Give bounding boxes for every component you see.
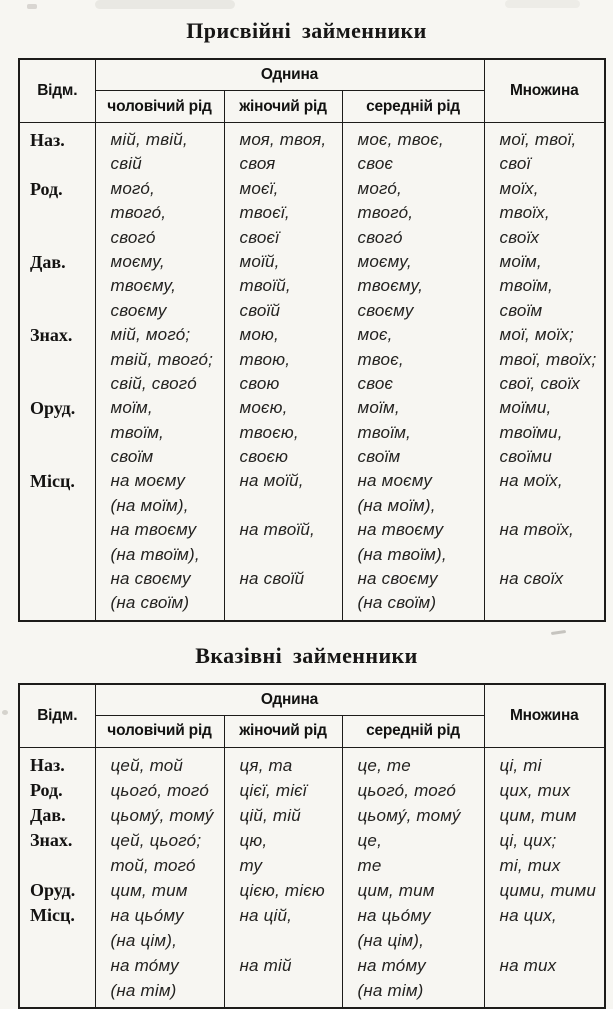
form-line: на моєму: [357, 471, 433, 491]
case-row: [19, 123, 605, 177]
form-line: [20, 372, 95, 396]
form-line: твого́,: [357, 203, 414, 223]
case-label: [19, 778, 95, 803]
plural-forms: [484, 778, 605, 803]
form-line: [20, 518, 95, 542]
form-line: на твоїй,: [239, 520, 315, 540]
form-line: твоєму,: [110, 276, 176, 296]
form-line: моя, твоя,: [239, 130, 327, 149]
masculine-forms: [95, 323, 224, 396]
form-line: Дав.: [30, 251, 66, 272]
form-line: цьому́, тому́: [110, 805, 214, 825]
form-line: [225, 494, 342, 518]
singular-header: Однина: [95, 59, 484, 91]
case-row: [19, 778, 605, 803]
neuter-forms: [342, 803, 484, 828]
masculine-forms: [95, 878, 224, 903]
neuter-forms: [342, 250, 484, 323]
plural-forms: [484, 903, 605, 1008]
form-line: своїм: [499, 300, 543, 320]
case-label: [19, 177, 95, 250]
form-line: ця, та: [239, 755, 293, 775]
masculine-gender-header: чоловічий рід: [95, 715, 224, 747]
form-line: моїй,: [239, 251, 280, 271]
form-line: це,: [357, 830, 382, 850]
form-line: [225, 591, 342, 615]
form-line: цю,: [239, 830, 268, 850]
feminine-forms: [224, 123, 342, 177]
form-line: цей, той: [110, 755, 184, 775]
case-label: [19, 828, 95, 878]
form-line: [20, 543, 95, 567]
scan-smudge: [505, 0, 580, 8]
form-line: (на моїм),: [110, 495, 189, 515]
case-label: [19, 903, 95, 1008]
form-line: своя: [239, 154, 276, 174]
form-line: твоїми,: [499, 422, 563, 442]
form-line: [225, 928, 342, 953]
neuter-gender-header: середній рід: [342, 715, 484, 747]
form-line: [20, 567, 95, 591]
form-line: на моїх,: [499, 471, 563, 491]
demonstrative-pronouns-body: [19, 747, 605, 1008]
form-line: на цих,: [499, 905, 557, 925]
form-line: на цій,: [239, 905, 293, 925]
form-line: (на тім): [110, 980, 177, 1000]
form-line: твоїм,: [110, 422, 164, 442]
form-line: (на моїм),: [357, 495, 436, 515]
form-line: той, того́: [110, 855, 196, 875]
form-line: [485, 928, 605, 953]
form-line: [20, 226, 95, 250]
plural-forms: [484, 803, 605, 828]
form-line: цією, тією: [239, 880, 325, 900]
form-line: на тих: [499, 955, 557, 975]
form-line: (на цім),: [357, 930, 425, 950]
form-line: Оруд.: [30, 398, 76, 419]
plural-forms: [484, 469, 605, 620]
form-line: своє: [357, 373, 394, 393]
feminine-forms: [224, 828, 342, 878]
scan-artifact: [2, 710, 8, 715]
case-label: [19, 469, 95, 620]
form-line: твоїм,: [499, 276, 553, 296]
form-line: [225, 978, 342, 1003]
case-label: [19, 878, 95, 903]
form-line: на своїх: [499, 569, 564, 589]
feminine-forms: [224, 803, 342, 828]
plural-forms: [484, 123, 605, 177]
form-line: ту: [239, 855, 263, 875]
form-line: ті, тих: [499, 855, 561, 875]
form-line: твій, твого́;: [110, 349, 214, 369]
plural-forms: [484, 250, 605, 323]
form-line: Род.: [30, 779, 63, 800]
form-line: (на своїм): [357, 593, 437, 613]
form-line: Знах.: [30, 829, 73, 850]
form-line: (на своїм): [110, 593, 190, 613]
form-line: мого́,: [357, 178, 402, 198]
form-line: [485, 494, 605, 518]
possessive-pronouns-title: Присвійні займенники: [186, 18, 427, 43]
case-row: [19, 803, 605, 828]
form-line: на своєму: [357, 569, 438, 589]
form-line: мого́,: [110, 178, 155, 198]
demonstrative-pronouns-title: Вказівні займенники: [195, 642, 418, 668]
form-line: [20, 274, 95, 298]
feminine-forms: [224, 747, 342, 778]
case-row: [19, 747, 605, 778]
neuter-forms: [342, 469, 484, 620]
form-line: [20, 853, 95, 878]
form-line: моєму,: [110, 251, 165, 271]
form-line: своєї: [239, 227, 280, 247]
plural-forms: [484, 828, 605, 878]
feminine-forms: [224, 878, 342, 903]
feminine-forms: [224, 323, 342, 396]
form-line: своєму: [357, 300, 414, 320]
form-line: мої, твої,: [499, 130, 577, 149]
masculine-forms: [95, 803, 224, 828]
feminine-forms: [224, 778, 342, 803]
form-line: [485, 591, 605, 615]
plural-forms: [484, 747, 605, 778]
neuter-forms: [342, 828, 484, 878]
form-line: мою,: [239, 325, 279, 345]
form-line: моїм,: [110, 398, 153, 418]
form-line: моєму,: [357, 251, 412, 271]
case-row: [19, 177, 605, 250]
case-row: [19, 469, 605, 620]
form-line: [20, 348, 95, 372]
form-line: твоїй,: [239, 276, 291, 296]
case-label: [19, 250, 95, 323]
form-line: свої: [499, 154, 531, 174]
feminine-gender-header: жіночий рід: [224, 715, 342, 747]
feminine-forms: [224, 250, 342, 323]
form-line: [20, 445, 95, 469]
case-column-header: Відм.: [19, 59, 95, 123]
case-label: [19, 123, 95, 177]
case-label: [19, 323, 95, 396]
form-line: Знах.: [30, 325, 73, 346]
form-line: твоєю,: [239, 422, 299, 442]
form-line: цього́, того́: [110, 780, 209, 800]
form-line: на своїй: [239, 569, 305, 589]
form-line: на цьо́му: [357, 905, 431, 925]
form-line: [20, 494, 95, 518]
masculine-forms: [95, 747, 224, 778]
neuter-forms: [342, 903, 484, 1008]
form-line: мій, мого́;: [110, 325, 191, 345]
form-line: своїм: [357, 447, 401, 467]
form-line: твоїм,: [357, 422, 411, 442]
masculine-gender-header: чоловічий рід: [95, 91, 224, 123]
plural-header: Множина: [484, 59, 605, 123]
neuter-gender-header: середній рід: [342, 91, 484, 123]
form-line: [20, 421, 95, 445]
form-line: (на твоїм),: [110, 544, 200, 564]
form-line: [485, 543, 605, 567]
form-line: свої, своїх: [499, 373, 581, 393]
form-line: своїй: [239, 300, 281, 320]
form-line: Род.: [30, 178, 63, 199]
case-row: [19, 250, 605, 323]
form-line: свого́: [110, 227, 156, 247]
masculine-forms: [95, 177, 224, 250]
form-line: Оруд.: [30, 879, 76, 900]
form-line: твоїх,: [499, 203, 550, 223]
form-line: [20, 928, 95, 953]
demonstrative-pronouns-table: [18, 683, 606, 1009]
neuter-forms: [342, 878, 484, 903]
form-line: своєю: [239, 447, 289, 467]
feminine-forms: [224, 177, 342, 250]
form-line: (на цім),: [110, 930, 178, 950]
feminine-gender-header: жіночий рід: [224, 91, 342, 123]
plural-forms: [484, 177, 605, 250]
masculine-forms: [95, 123, 224, 177]
neuter-forms: [342, 747, 484, 778]
form-line: свій, свого́: [110, 373, 197, 393]
form-line: це, те: [357, 755, 411, 775]
possessive-pronouns-table: [18, 58, 606, 622]
possessive-pronouns-body: [19, 123, 605, 621]
form-line: на то́му: [110, 955, 179, 975]
masculine-forms: [95, 250, 224, 323]
case-row: [19, 878, 605, 903]
form-line: [20, 978, 95, 1003]
form-line: (на тім): [357, 980, 424, 1000]
case-label: [19, 803, 95, 828]
form-line: свій: [110, 154, 142, 174]
form-line: цим, тим: [499, 805, 577, 825]
case-label: [19, 747, 95, 778]
form-line: на то́му: [357, 955, 426, 975]
case-row: [19, 323, 605, 396]
form-line: Наз.: [30, 130, 65, 150]
case-column-header: Відм.: [19, 684, 95, 748]
form-line: цей, цього́;: [110, 830, 202, 850]
form-line: мої, моїх;: [499, 325, 574, 345]
form-line: мій, твій,: [110, 130, 188, 149]
form-line: [20, 953, 95, 978]
form-line: на твоєму: [110, 520, 197, 540]
form-line: моїм,: [499, 251, 542, 271]
form-line: на твоєму: [357, 520, 444, 540]
form-line: (на твоїм),: [357, 544, 447, 564]
plural-forms: [484, 396, 605, 469]
feminine-forms: [224, 903, 342, 1008]
case-row: [19, 396, 605, 469]
form-line: [20, 201, 95, 225]
form-line: цьому́, тому́: [357, 805, 461, 825]
masculine-forms: [95, 469, 224, 620]
form-line: [485, 978, 605, 1003]
form-line: ці, ті: [499, 755, 542, 775]
form-line: ці, цих;: [499, 830, 557, 850]
neuter-forms: [342, 323, 484, 396]
neuter-forms: [342, 123, 484, 177]
form-line: своє: [357, 154, 394, 174]
masculine-forms: [95, 903, 224, 1008]
form-line: Місц.: [30, 471, 75, 492]
case-label: [19, 396, 95, 469]
form-line: [20, 591, 95, 615]
form-line: моїм,: [357, 398, 400, 418]
form-line: свого́: [357, 227, 403, 247]
form-line: на твоїх,: [499, 520, 574, 540]
form-line: своєму: [110, 300, 167, 320]
masculine-forms: [95, 778, 224, 803]
form-line: моїх,: [499, 178, 539, 198]
form-line: на моїй,: [239, 471, 304, 491]
plural-forms: [484, 323, 605, 396]
form-line: моїми,: [499, 398, 552, 418]
plural-forms: [484, 878, 605, 903]
form-line: на цьо́му: [110, 905, 184, 925]
form-line: Наз.: [30, 754, 65, 775]
form-line: Дав.: [30, 804, 66, 825]
case-row: [19, 903, 605, 1008]
form-line: твого́,: [110, 203, 167, 223]
form-line: моєї,: [239, 178, 279, 198]
plural-header: Множина: [484, 684, 605, 748]
form-line: те: [357, 855, 382, 875]
masculine-forms: [95, 828, 224, 878]
form-line: твою,: [239, 349, 291, 369]
neuter-forms: [342, 778, 484, 803]
form-line: своїм: [110, 447, 154, 467]
feminine-forms: [224, 469, 342, 620]
scan-artifact: [27, 4, 37, 9]
form-line: твоєму,: [357, 276, 423, 296]
form-line: твоє,: [357, 349, 404, 369]
singular-header: Однина: [95, 684, 484, 716]
case-row: [19, 828, 605, 878]
form-line: [20, 152, 95, 176]
form-line: моє, твоє,: [357, 130, 444, 149]
form-line: цих, тих: [499, 780, 571, 800]
form-line: моє,: [357, 325, 393, 345]
form-line: цими, тими: [499, 880, 596, 900]
form-line: моєю,: [239, 398, 288, 418]
form-line: на своєму: [110, 569, 191, 589]
form-line: цього́, того́: [357, 780, 456, 800]
form-line: своїми: [499, 447, 553, 467]
masculine-forms: [95, 396, 224, 469]
scan-smudge: [95, 0, 235, 9]
form-line: свою: [239, 373, 280, 393]
form-line: цій, тій: [239, 805, 301, 825]
form-line: [225, 543, 342, 567]
form-line: цим, тим: [110, 880, 188, 900]
feminine-forms: [224, 396, 342, 469]
form-line: твоєї,: [239, 203, 290, 223]
neuter-forms: [342, 177, 484, 250]
form-line: цим, тим: [357, 880, 435, 900]
form-line: твої, твоїх;: [499, 349, 597, 369]
form-line: цієї, тієї: [239, 780, 307, 800]
form-line: своїх: [499, 227, 540, 247]
form-line: на моєму: [110, 471, 186, 491]
form-line: на тій: [239, 955, 292, 975]
form-line: [20, 299, 95, 323]
neuter-forms: [342, 396, 484, 469]
form-line: Місц.: [30, 904, 75, 925]
